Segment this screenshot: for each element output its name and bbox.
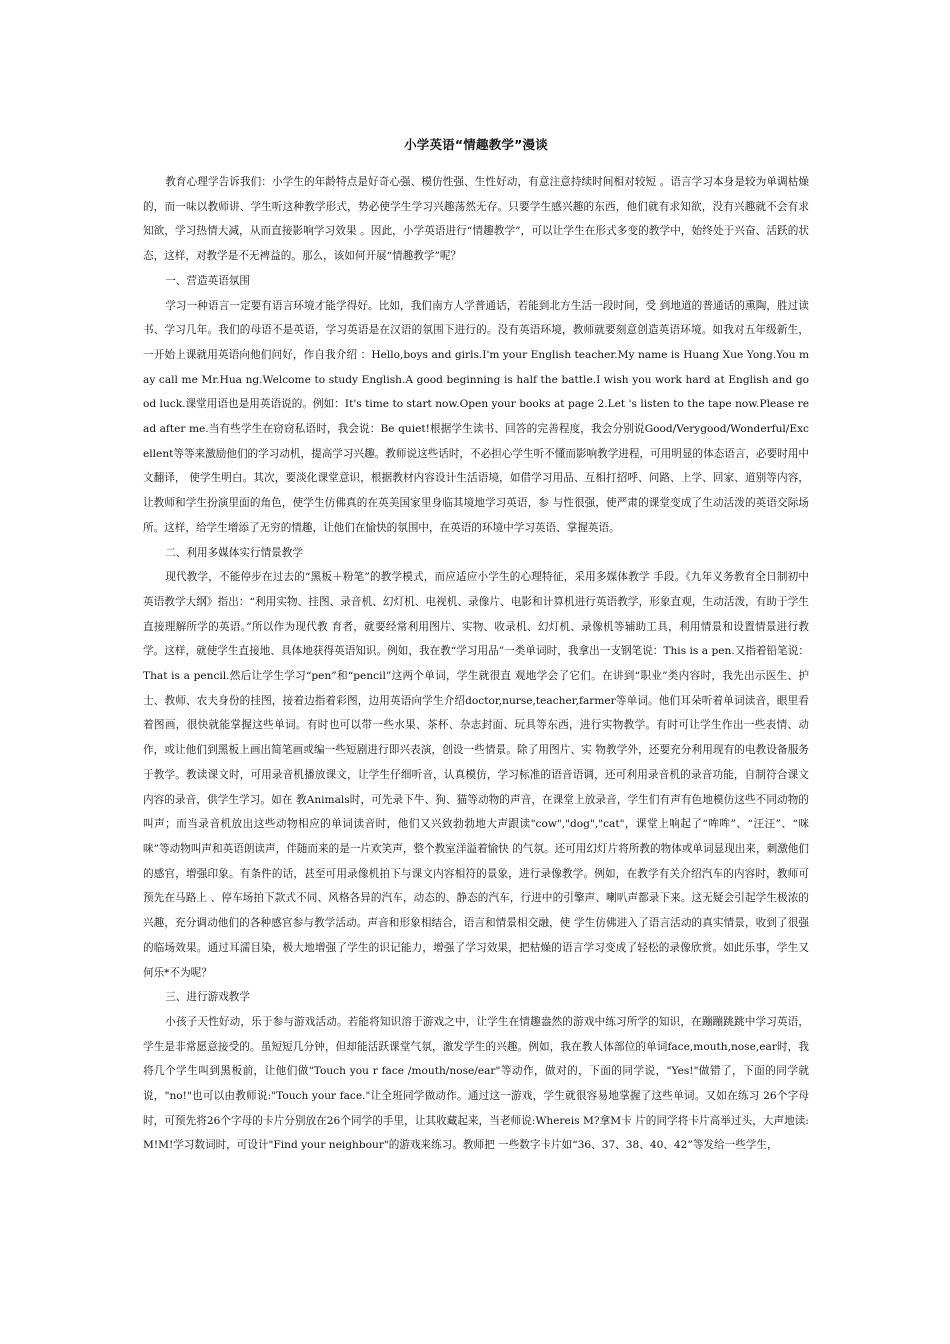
- section-heading-1: 一、营造英语氛围: [165, 274, 250, 287]
- section-heading-2: 二、利用多媒体实行情景教学: [165, 546, 303, 559]
- document-title: 小学英语“情趣教学”漫谈: [404, 137, 548, 152]
- intro-paragraph: 教育心理学告诉我们：小学生的年龄特点是好奇心强、模仿性强、生性好动，有意注意持续时间相对较短 。语言学习本身是较为单调枯燥的，而一味以教师讲、学生听这种教学形式，势必使学生学习兴趣荡然无存。只要学生感兴趣的东西，他们就有求知欲，没有兴趣就不会有求知欲，学习热情大减，从而直接影响学习效果 。因此，小学英语进行“情趣教学”，可以让学生在形式多变的教学中，始终处于兴奋、活跃的状态，这样，对教学是不无裨益的。那么，该如何开展“情趣教学”呢？: [143, 176, 809, 263]
- section-heading-3: 三、进行游戏教学: [165, 991, 250, 1004]
- section-paragraph-1: 学习一种语言一定要有语言环境才能学得好。比如，我们南方人学普通话，若能到北方生活一段时间，受 到地道的普通话的熏陶，胜过读书、学习几年。我们的母语不是英语，学习英语是在汉语的氛围下进行的。没有英语环境，教师就要刻意创造英语环境。如我对五年级新生，一开始上课就用英语向他们问好，作自我介绍 ：Hello,boys and girls.I'm your English teacher.My name is Huang Xue Yong.You may call me Mr.Hua ng.Welcome to study English.A good beginning is half the battle.I wish you work hard at English and good luck.课堂用语也是用英语说的。例如：It's time to start now.Open your books at page 2.Let 's listen to the tape now.Please read after me.当有些学生在窃窃私语时，我会说：Be quiet!根据学生读书、回答的完善程度，我会分别说Good/Verygood/Wonderful/Excellent等等来激励他们的学习动机，提高学习兴趣。教师说这些话时，不必担心学生听不懂而影响教学进程，可用明显的体态语言，必要时用中文翻译， 使学生明白。其次，要淡化课堂意识，根据教材内容设计生活语境，如借学习用品、互相打招呼、问路、上学、回家、道别等内容，让教师和学生扮演里面的角色，使学生仿佛真的在英美国家里身临其境地学习英语，参 与性很强，使严肃的课堂变成了生动活泼的英语交际场所。这样，给学生增添了无穷的情趣，让他们在愉快的氛围中，在英语的环境中学习英语、掌握英语。: [143, 299, 810, 534]
- section-paragraph-3: 小孩子天性好动，乐于参与游戏活动。若能将知识溶于游戏之中，让学生在情趣盎然的游戏中练习所学的知识，在蹦蹦跳跳中学习英语，学生是非常愿意接受的。虽短短几分钟，但却能活跃课堂气氛，激发学生的兴趣。例如，我在教人体部位的单词face,mouth,nose,ear时，我将几个学生叫到黑板前，让他们做"Touch you r face /mouth/nose/ear"等动作，做对的，下面的同学说，"Yes!"做错了，下面的同学就说，"no!"也可以由教师说:"Touch your face."让全班同学做动作。通过这一游戏，学生就很容易地掌握了这些单词。又如在练习 26个字母时，可预先将26个字母的卡片分别放在26个同学的手里，让其收藏起来，当老师说:Whereis M?拿M卡 片的同学将卡片高举过头，大声地读:M!M!学习数词时，可设计"Find your neighbour"的游戏来练习。教师把 一些数字卡片如“36、37、38、40、42”等发给一些学生，: [143, 1015, 809, 1152]
- section-paragraph-2: 现代教学，不能停步在过去的“黑板＋粉笔”的教学模式，而应适应小学生的心理特征，采用多媒体教学 手段。《九年义务教育全日制初中英语教学大纲》指出：“利用实物、挂图、录音机、幻灯机、电视机、录像片、电影和计算机进行英语教学，形象直观，生动活泼，有助于学生直接理解所学的英语。”所以作为现代教 育者，就要经常利用图片、实物、收录机、幻灯机、录像机等辅助工具，利用情景和设置情景进行教学。这样，就使学生直接地、具体地获得英语知识。例如，我在教“学习用品”一类单词时，我拿出一支钢笔说：This is a pen.又指着铅笔说：That is a pencil.然后让学生学习“pen”和“pencil”这两个单词，学生就很直 观地学会了它们。在讲到“职业”类内容时，我先出示医生、护士、教师、农夫身份的挂图，接着边指着彩图，边用英语向学生介绍doctor,nurse,teacher,farmer等单词。他们耳朵听着单词读音，眼里看着图画，很快就能掌握这些单词。有时也可以带一些水果、茶杯、杂志封面、玩具等东西，进行实物教学。有时可让学生作出一些表情、动作，或让他们到黑板上画出简笔画或编一些短剧进行即兴表演，创设一些情景。除了用图片、实 物教学外，还要充分利用现有的电教设备服务于教学。教读课文时，可用录音机播放课文，让学生仔细听音，认真模仿，学习标准的语音语调，还可利用录音机的录音功能，自制符合课文内容的录音，供学生学习。如在 教Animals时，可先录下牛、狗、猫等动物的声音，在课堂上放录音，学生们有声有色地模仿这些不同动物的叫声；而当录音机放出这些动物相应的单词读音时，他们又兴致勃勃地大声跟读"cow","dog","cat"，课堂上响起了“哞哞”、“汪汪”、“咪咪”等动物叫声和英语朗读声，伴随而来的是一片欢笑声，整个教室洋溢着愉快 的气氛。还可用幻灯片将所教的物体或单词显现出来，刺激他们的感官，增强印象。有条件的话，甚至可用录像机拍下与课文内容相符的景象，进行录像教学。例如，在教学有关介绍汽车的内容时，教师可预先在马路上 、停车场拍下款式不同、风格各异的汽车，动态的、静态的汽车，行进中的引擎声、喇叭声都录下来。这无疑会引起学生极浓的兴趣，充分调动他们的各种感官参与教学活动。声音和形象相结合，语言和情景相交融，使 学生仿佛进入了语言活动的真实情景，收到了很强的临场效果。通过耳濡目染，极大地增强了学生的识记能力，增强了学习效果，把枯燥的语言学习变成了轻松的录像欣赏。如此乐事，学生又何乐*不为呢？: [143, 571, 809, 979]
- document-page: [143, 136, 809, 1158]
